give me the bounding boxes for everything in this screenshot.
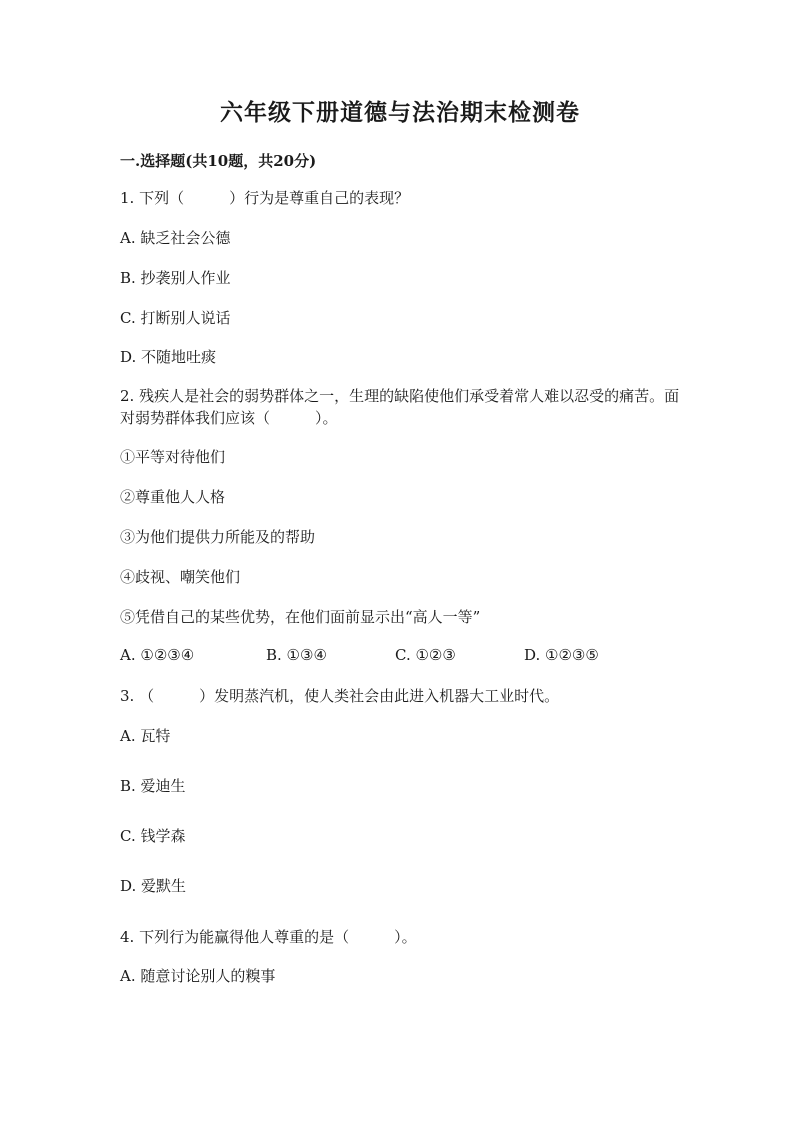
question-1-option-b: B. 抄袭别人作业 xyxy=(120,269,231,287)
question-2-option-a: A. ①②③④ xyxy=(120,646,195,664)
question-3-option-c: C. 钱学森 xyxy=(120,827,186,845)
question-4-option-a: A. 随意讨论别人的糗事 xyxy=(120,967,276,985)
question-2-option-c: C. ①②③ xyxy=(395,646,456,664)
question-4-stem: 4. 下列行为能赢得他人尊重的是（ ）。 xyxy=(120,928,417,946)
question-1-option-c: C. 打断别人说话 xyxy=(120,309,231,327)
question-2-item-5: ⑤凭借自己的某些优势，在他们面前显示出“高人一等” xyxy=(120,608,481,626)
exam-title: 六年级下册道德与法治期末检测卷 xyxy=(220,99,580,126)
question-2-item-4: ④歧视、嘲笑他们 xyxy=(120,568,241,586)
question-2-option-d: D. ①②③⑤ xyxy=(524,646,599,664)
question-2-item-2: ②尊重他人人格 xyxy=(120,488,226,506)
question-3-option-b: B. 爱迪生 xyxy=(120,777,186,795)
question-2-option-b: B. ①③④ xyxy=(266,646,327,664)
question-1-option-d: D. 不随地吐痰 xyxy=(120,348,217,366)
question-3-option-d: D. 爱默生 xyxy=(120,877,187,895)
section-heading: 一.选择题(共10题，共20分) xyxy=(120,152,317,170)
question-1-option-a: A. 缺乏社会公德 xyxy=(120,229,231,247)
question-1-stem: 1. 下列（ ）行为是尊重自己的表现？ xyxy=(120,189,410,207)
question-2-item-3: ③为他们提供力所能及的帮助 xyxy=(120,528,316,546)
question-3-stem: 3. （ ）发明蒸汽机，使人类社会由此进入机器大工业时代。 xyxy=(120,687,560,705)
question-2-item-1: ①平等对待他们 xyxy=(120,448,226,466)
question-3-option-a: A. 瓦特 xyxy=(120,727,171,745)
question-2-stem: 2. 残疾人是社会的弱势群体之一，生理的缺陷使他们承受着常人难以忍受的痛苦。面对弱势群体我们应该（ ）。 xyxy=(120,387,680,427)
